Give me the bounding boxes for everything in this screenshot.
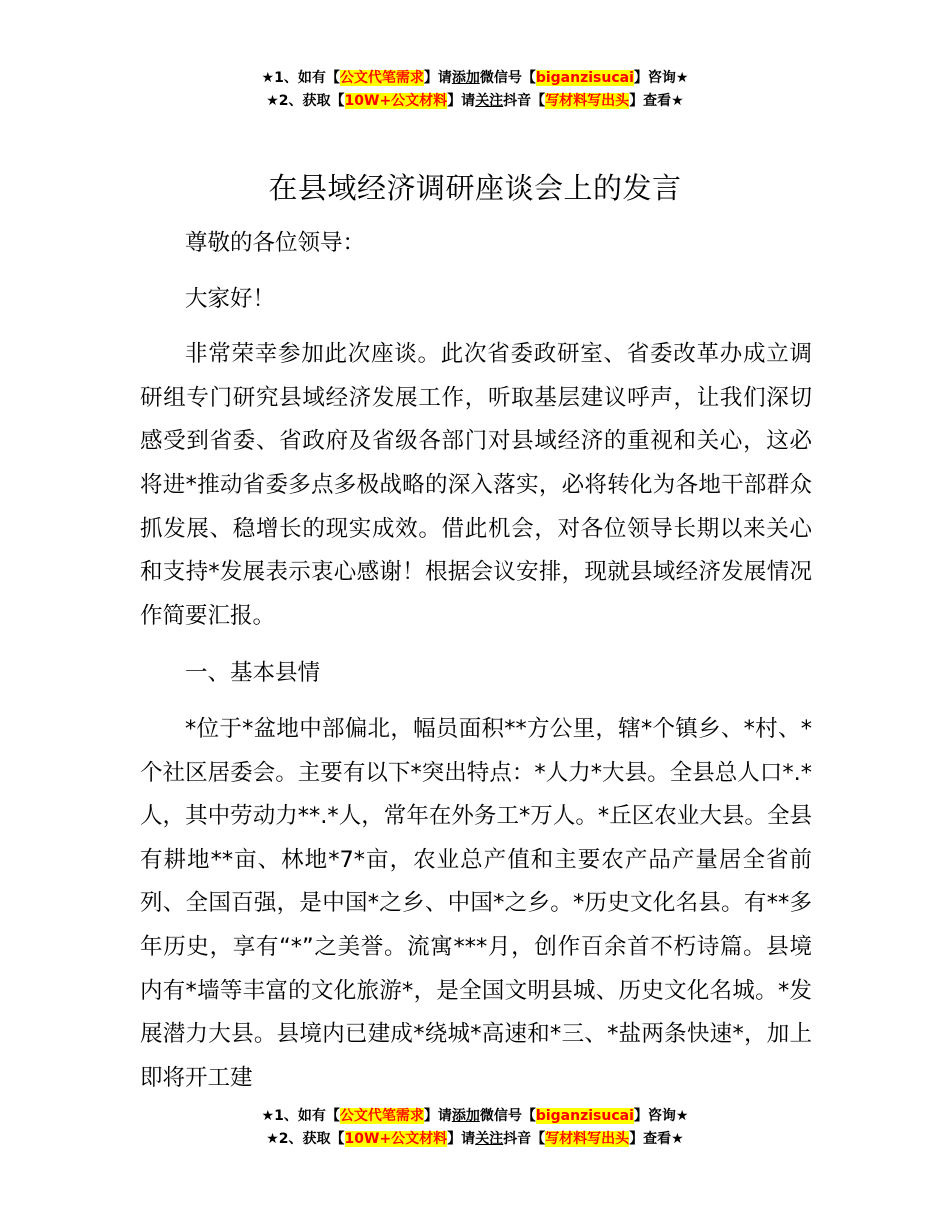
- banner-text: 】请: [423, 70, 452, 86]
- intro-paragraph: 非常荣幸参加此次座谈。此次省委政研室、省委改革办成立调研组专门研究县域经济发展工作，听取基层建议呼声，让我们深切感受到省委、省政府及省级各部门对县域经济的重视和关心，这必将进*推动省委多点多极战略的深入落实，必将转化为各地干部群众抓发展、稳增长的现实成效。借此机会，对各位领导长期以来关心和支持*发展表示衷心感谢！根据会议安排，现就县域经济发展情况作简要汇报。: [140, 341, 812, 629]
- banner-line-1: [0, 1105, 950, 1128]
- banner-highlight: biganzisucai: [535, 70, 634, 86]
- banner-underlined-text: 添加: [451, 70, 480, 86]
- salutation: 尊敬的各位领导：: [185, 230, 366, 256]
- banner-text: 】咨询★: [633, 70, 689, 86]
- banner-text: 】请: [423, 1108, 452, 1124]
- banner-highlight: 10W+公文材料: [344, 93, 448, 109]
- banner-underlined-text: 关注: [475, 1131, 504, 1147]
- section-paragraph: *位于*盆地中部偏北，幅员面积**方公里，辖*个镇乡、*村、*个社区居委会。主要有以下*突出特点：*人力*大县。全县总人口*.*人，其中劳动力**.*人，常年在外务工*万人。*丘区农业大县。全县有耕地**亩、林地*7*亩，农业总产值和主要农产品产量居全省前列、全国百强，是中国*之乡、中国*之乡。*历史文化名县。有**多年历史，享有“*”之美誉。流寓***月，创作百余首不朽诗篇。县境内有*墙等丰富的文化旅游*，是全国文明县城、历史文化名城。*发展潜力大县。县境内已建成*绕城*高速和*三、*盐两条快速*，加上即将开工建: [140, 715, 812, 1091]
- banner-line-1: [0, 67, 950, 90]
- document-body: [140, 222, 812, 1100]
- banner-line-2: [0, 1128, 950, 1151]
- banner-line-2: [0, 90, 950, 113]
- banner-highlight: 公文代笔需求: [339, 70, 424, 86]
- banner-highlight: 公文代笔需求: [339, 1108, 424, 1124]
- banner-text: 】请: [447, 1131, 476, 1147]
- document-title: 在县域经济调研座谈会上的发言: [268, 171, 682, 205]
- banner-text: ★1、如有【: [261, 1108, 340, 1124]
- banner-text: 】请: [447, 93, 476, 109]
- banner-text: 抖音【: [503, 93, 546, 109]
- header-banner: [0, 67, 950, 113]
- banner-text: ★2、获取【: [266, 93, 345, 109]
- banner-text: 抖音【: [503, 1131, 546, 1147]
- banner-highlight: biganzisucai: [535, 1108, 634, 1124]
- banner-text: ★1、如有【: [261, 70, 340, 86]
- footer-banner: [0, 1105, 950, 1151]
- banner-text: 】咨询★: [633, 1108, 689, 1124]
- section-heading: 一、基本县情: [185, 660, 321, 687]
- banner-underlined-text: 添加: [451, 1108, 480, 1124]
- banner-highlight: 写材料写出头: [545, 1131, 630, 1147]
- banner-text: ★2、获取【: [266, 1131, 345, 1147]
- banner-text: 】查看★: [629, 1131, 684, 1147]
- banner-highlight: 10W+公文材料: [344, 1131, 448, 1147]
- banner-text: 微信号【: [479, 70, 536, 86]
- greeting: 大家好！: [185, 285, 276, 312]
- banner-highlight: 写材料写出头: [545, 93, 630, 109]
- banner-underlined-text: 关注: [475, 93, 504, 109]
- banner-text: 微信号【: [479, 1108, 536, 1124]
- banner-text: 】查看★: [629, 93, 684, 109]
